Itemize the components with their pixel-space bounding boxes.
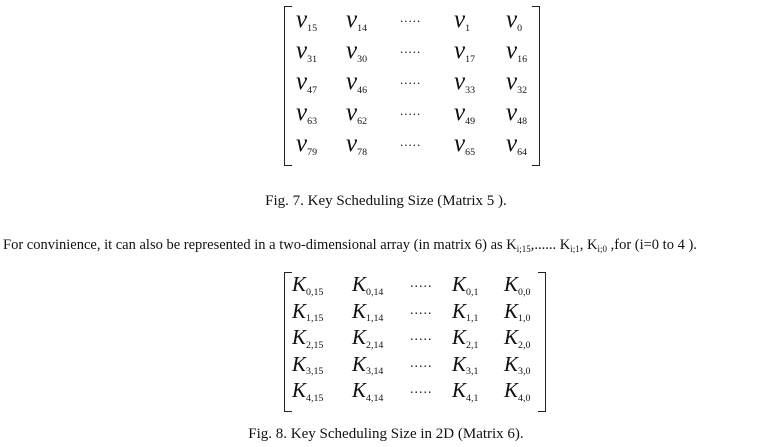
matrix-6 <box>284 272 546 412</box>
body-paragraph <box>3 237 697 254</box>
matrix-entry-subscript: 63 <box>307 115 318 127</box>
matrix-entry-symbol: v <box>346 130 358 157</box>
matrix-entry <box>292 352 323 377</box>
matrix-entry-subscript: 49 <box>465 115 476 127</box>
matrix-entry-subscript: 4,0 <box>518 392 531 404</box>
matrix-ellipsis: ..... <box>410 355 433 371</box>
matrix-entry <box>296 130 317 158</box>
matrix-entry <box>454 99 475 127</box>
matrix-entry-subscript: 0 <box>517 22 523 34</box>
matrix-entry <box>292 299 323 324</box>
matrix-entry <box>452 272 478 297</box>
matrix-entry-symbol: v <box>454 6 466 33</box>
matrix-entry <box>296 6 317 34</box>
matrix-entry-symbol: v <box>346 68 358 95</box>
matrix-entry-subscript: 30 <box>357 53 368 65</box>
matrix-ellipsis: ..... <box>410 302 433 318</box>
paragraph-text: ,for (i=0 to 4 ). <box>606 237 697 253</box>
matrix-entry <box>506 68 527 96</box>
matrix-entry-subscript: 47 <box>307 84 318 96</box>
matrix-entry <box>506 99 527 127</box>
matrix-entry-symbol: K <box>504 272 519 296</box>
matrix-entry-symbol: v <box>506 6 518 33</box>
matrix-entry-symbol: v <box>454 37 466 64</box>
matrix-entry-symbol: v <box>454 99 466 126</box>
matrix-ellipsis: ..... <box>410 276 433 291</box>
matrix-entry-subscript: 64 <box>517 146 528 158</box>
matrix-entry <box>504 325 530 350</box>
matrix-entry-subscript: 1 <box>465 22 471 34</box>
figure-7-caption: Fig. 7. Key Scheduling Size (Matrix 5 ). <box>265 193 507 209</box>
matrix-entry <box>452 352 478 377</box>
paragraph-subscript: i;15 <box>516 243 531 254</box>
matrix-entry-subscript: 0,1 <box>466 286 479 298</box>
matrix-entry <box>506 6 522 34</box>
paragraph-subscript: i;1 <box>570 243 580 254</box>
matrix-entry-subscript: 2,14 <box>366 339 384 351</box>
matrix-entry-subscript: 4,1 <box>466 392 479 404</box>
matrix-entry <box>352 325 383 350</box>
matrix-entry <box>292 272 323 297</box>
matrix-entry-subscript: 2,1 <box>466 339 479 351</box>
matrix-entry-subscript: 65 <box>465 146 476 158</box>
matrix-entry <box>504 378 530 403</box>
matrix-entry <box>296 37 317 65</box>
matrix-ellipsis: ..... <box>400 134 422 149</box>
matrix-entry <box>296 99 317 127</box>
matrix-entry-subscript: 31 <box>307 53 318 65</box>
matrix-entry <box>504 299 530 324</box>
matrix-entry <box>452 378 478 403</box>
matrix-entry-symbol: K <box>504 378 519 402</box>
matrix-entry-symbol: v <box>296 37 308 64</box>
matrix-entry-symbol: K <box>452 272 467 296</box>
matrix-entry <box>296 68 317 96</box>
matrix-ellipsis: ..... <box>400 10 422 25</box>
matrix-entry-subscript: 1,1 <box>466 313 479 325</box>
matrix-entry-symbol: K <box>292 378 307 402</box>
matrix-entry-symbol: K <box>292 325 307 349</box>
matrix-entry-symbol: K <box>504 351 519 376</box>
matrix-entry-symbol: v <box>296 68 308 95</box>
matrix-entry-symbol: v <box>506 99 518 126</box>
matrix-entry <box>346 6 367 34</box>
matrix-entry-symbol: K <box>292 351 307 376</box>
matrix-entry-subscript: 3,15 <box>306 366 324 378</box>
matrix-entry-subscript: 16 <box>517 53 528 65</box>
matrix-entry-subscript: 0,14 <box>366 286 384 298</box>
matrix-entry-symbol: v <box>346 37 358 64</box>
matrix-entry <box>454 6 470 34</box>
matrix-entry-subscript: 79 <box>307 146 318 158</box>
matrix-ellipsis: ..... <box>410 382 433 397</box>
matrix-entry-symbol: K <box>352 378 367 402</box>
matrix-entry-symbol: K <box>352 325 367 349</box>
paragraph-text: , K <box>579 237 598 253</box>
matrix-5 <box>284 6 540 166</box>
matrix-entry-subscript: 62 <box>357 115 368 127</box>
matrix-entry-subscript: 4,14 <box>366 392 384 404</box>
matrix-entry-subscript: 1,0 <box>518 313 531 325</box>
figure-8-caption: Fig. 8. Key Scheduling Size in 2D (Matrix 6). <box>248 426 524 442</box>
matrix-entry-subscript: 17 <box>465 53 476 65</box>
matrix-entry-subscript: 2,0 <box>518 339 531 351</box>
matrix-entry-subscript: 14 <box>357 22 368 34</box>
matrix-entry <box>454 37 475 65</box>
matrix-entry-symbol: v <box>506 37 518 64</box>
matrix-entry <box>504 352 530 377</box>
matrix-entry <box>506 130 527 158</box>
matrix-entry-symbol: v <box>346 99 358 126</box>
matrix-entry-subscript: 1,14 <box>366 313 384 325</box>
matrix-entry-subscript: 46 <box>357 84 368 96</box>
matrix-entry <box>504 272 530 297</box>
paragraph-text: For convinience, it can also be represented in a two-dimensional array (in matrix 6) as K <box>3 237 517 253</box>
matrix-ellipsis: ..... <box>410 329 433 344</box>
matrix-entry <box>346 68 367 96</box>
matrix-entry-subscript: 78 <box>357 146 368 158</box>
matrix-right-bracket <box>532 6 540 166</box>
matrix-entry-symbol: K <box>452 298 467 323</box>
matrix-entry-symbol: v <box>454 130 466 157</box>
matrix-entry <box>346 37 367 65</box>
matrix-entry <box>352 272 383 297</box>
matrix-entry <box>452 299 478 324</box>
matrix-entry-subscript: 3,0 <box>518 366 531 378</box>
matrix-entry-symbol: K <box>352 298 367 323</box>
matrix-entry-symbol: v <box>506 68 518 95</box>
matrix-entry-symbol: v <box>296 99 308 126</box>
matrix-entry-subscript: 0,0 <box>518 286 531 298</box>
matrix-entry-symbol: v <box>296 130 308 157</box>
matrix-entry-symbol: K <box>352 272 367 296</box>
matrix-entry-symbol: v <box>346 6 358 33</box>
matrix-entry-symbol: K <box>452 378 467 402</box>
matrix-entry <box>452 325 478 350</box>
matrix-ellipsis: ..... <box>400 41 422 56</box>
matrix-entry <box>352 378 383 403</box>
matrix-entry-symbol: K <box>504 325 519 349</box>
matrix-entry <box>292 378 323 403</box>
matrix-entry-symbol: v <box>454 68 466 95</box>
matrix-entry <box>352 352 383 377</box>
matrix-entry-symbol: K <box>292 272 307 296</box>
matrix-ellipsis: ..... <box>400 103 422 118</box>
matrix-entry <box>454 130 475 158</box>
matrix-entry-subscript: 48 <box>517 115 528 127</box>
matrix-entry <box>346 130 367 158</box>
matrix-entry <box>454 68 475 96</box>
matrix-entry-subscript: 0,15 <box>306 286 324 298</box>
matrix-entry-symbol: K <box>452 351 467 376</box>
matrix-entry-subscript: 15 <box>307 22 318 34</box>
matrix-entry-subscript: 3,14 <box>366 366 384 378</box>
paragraph-subscript: i;0 <box>597 243 607 254</box>
matrix-entry <box>352 299 383 324</box>
matrix-entry-symbol: K <box>504 298 519 323</box>
matrix-entry-symbol: K <box>292 298 307 323</box>
matrix-entry-symbol: K <box>452 325 467 349</box>
matrix-left-bracket <box>284 6 292 166</box>
matrix-entry-subscript: 2,15 <box>306 339 324 351</box>
matrix-entry-subscript: 32 <box>517 84 528 96</box>
matrix-entry-subscript: 33 <box>465 84 476 96</box>
matrix-entry-symbol: K <box>352 351 367 376</box>
matrix-entry-symbol: v <box>296 6 308 33</box>
matrix-right-bracket <box>538 272 546 412</box>
matrix-entry-symbol: v <box>506 130 518 157</box>
matrix-entry <box>292 325 323 350</box>
matrix-entry-subscript: 3,1 <box>466 366 479 378</box>
matrix-entry <box>506 37 527 65</box>
paragraph-text: ,...... K <box>530 237 571 253</box>
matrix-entry-subscript: 4,15 <box>306 392 324 404</box>
matrix-entry-subscript: 1,15 <box>306 313 324 325</box>
matrix-ellipsis: ..... <box>400 72 422 87</box>
matrix-entry <box>346 99 367 127</box>
matrix-left-bracket <box>284 272 292 412</box>
